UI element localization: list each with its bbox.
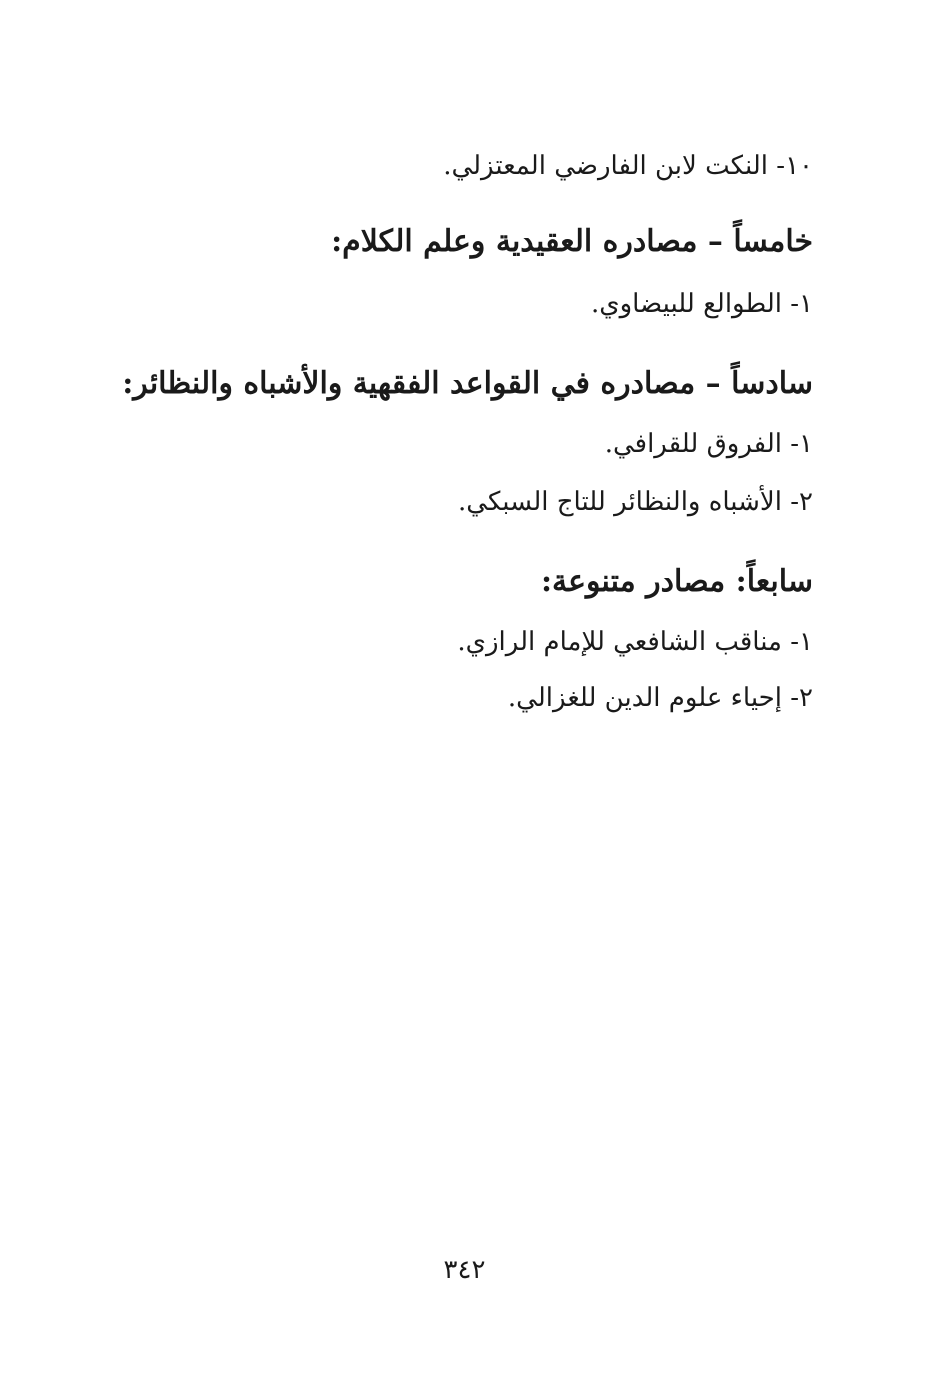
list-item-furuq: ١- الفروق للقرافي. bbox=[604, 429, 813, 459]
section-heading-fifth: خامساً – مصادره العقيدية وعلم الكلام: bbox=[331, 224, 813, 259]
list-item-ashbah: ٢- الأشباه والنظائر للتاج السبكي. bbox=[458, 487, 813, 517]
section-heading-seventh: سابعاً: مصادر متنوعة: bbox=[540, 564, 813, 599]
list-item-manaqib: ١- مناقب الشافعي للإمام الرازي. bbox=[457, 627, 813, 657]
page-number: ٣٤٢ bbox=[443, 1255, 486, 1285]
list-item-nukat: ١٠- النكت لابن الفارضي المعتزلي. bbox=[443, 151, 813, 181]
list-item-ihya: ٢- إحياء علوم الدين للغزالي. bbox=[507, 683, 813, 713]
section-heading-sixth: سادساً – مصادره في القواعد الفقهية والأشباه والنظائر: bbox=[122, 366, 813, 401]
list-item-tawali: ١- الطوالع للبيضاوي. bbox=[590, 289, 813, 319]
